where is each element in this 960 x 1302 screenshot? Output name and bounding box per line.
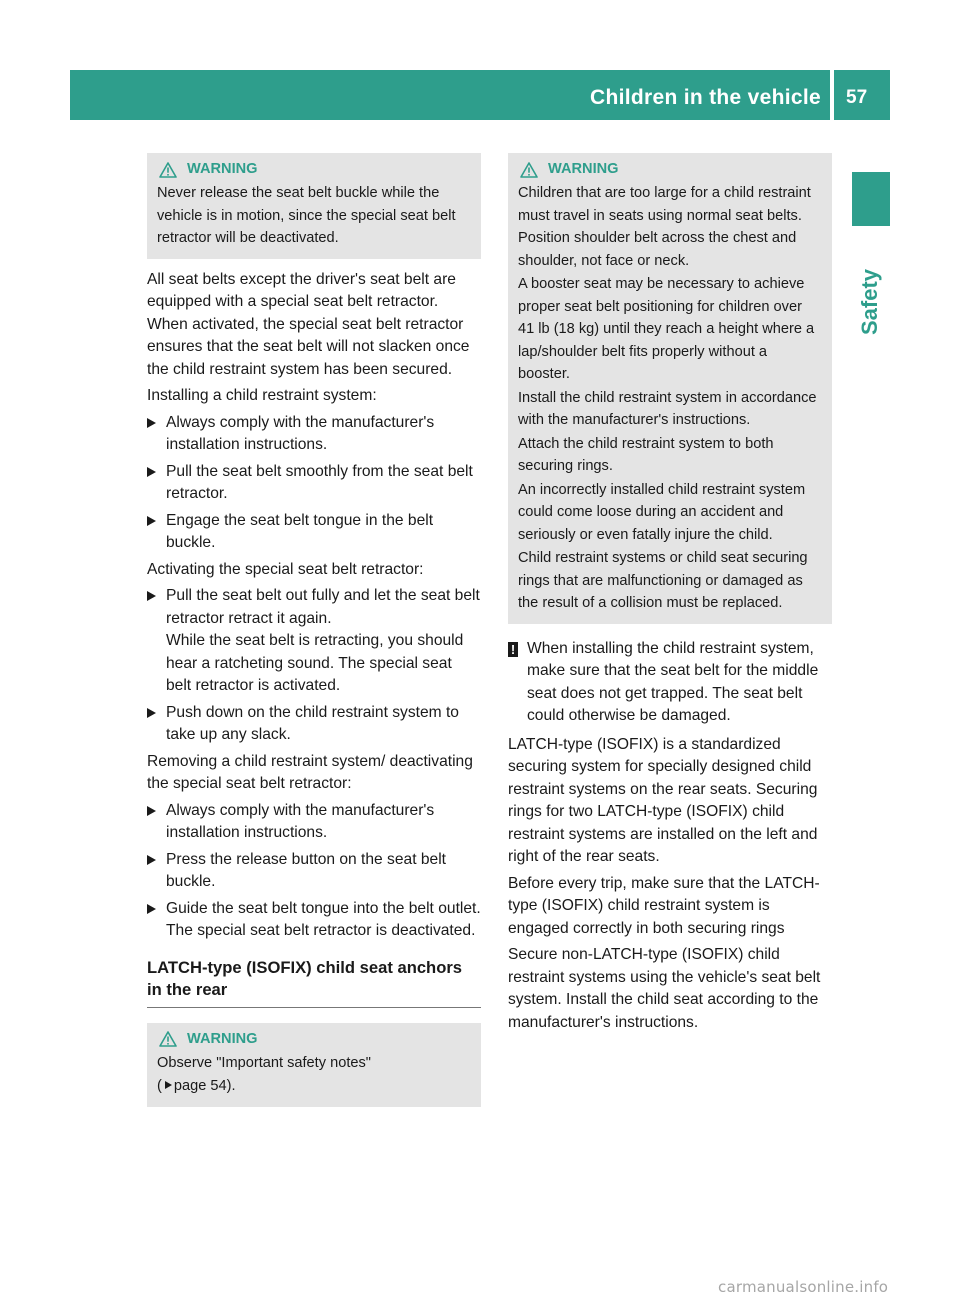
warning-triangle-icon: [520, 162, 538, 178]
warning-text: A booster seat may be necessary to achieve proper seat belt positioning for children over 41 lb (18 kg) until they reach a height where a lap/shoulder belt fits properly without a booster.: [518, 276, 815, 382]
warning-triangle-icon: [159, 1031, 177, 1047]
step-result: The special seat belt retractor is deactivated.: [166, 922, 476, 939]
paragraph: Before every trip, make sure that the LATCH-type (ISOFIX) child restraint system is engaged correctly in both securing rings: [508, 874, 820, 937]
step-result: While the seat belt is retracting, you should hear a ratcheting sound. The special seat belt retractor is activated.: [166, 632, 464, 694]
warning-text: Child restraint systems or child seat securing rings that are malfunctioning or damaged as the result of a collision must be replaced.: [518, 550, 808, 611]
warning-box: [147, 1023, 481, 1107]
left-column: [147, 153, 481, 1117]
paragraph: Removing a child restraint system/ deactivating the special seat belt retractor:: [147, 752, 473, 792]
side-tab: [840, 262, 900, 342]
right-column: [508, 153, 832, 1038]
arrow-icon: [147, 591, 156, 601]
exclamation-icon: !: [508, 642, 518, 657]
note-text: When installing the child restraint system, make sure that the seat belt for the middle seat does not get trapped. The seat belt could otherwise be damaged.: [527, 639, 819, 724]
warning-text: Never release the seat belt buckle while the vehicle is in motion, since the special seat belt retractor will be deactivated.: [157, 185, 456, 246]
watermark: carmanualsonline.info: [718, 1278, 889, 1296]
paragraph: LATCH-type (ISOFIX) is a standardized securing system for specially designed child restraint systems on the rear seats. Securing rings for two LATCH-type (ISOFIX) child restraint systems are installed on the left and right of the rear seats.: [508, 735, 818, 865]
section-heading: LATCH-type (ISOFIX) child seat anchors in the rear: [147, 957, 481, 1008]
instruction-step: Press the release button on the seat belt buckle.: [147, 849, 481, 894]
page-reference[interactable]: ( page 54).: [157, 1078, 236, 1094]
warning-title: WARNING: [187, 1030, 258, 1047]
instruction-step: Guide the seat belt tongue into the belt outlet. The special seat belt retractor is deactivated.: [147, 898, 481, 943]
side-marker: [852, 172, 890, 226]
warning-text: Observe "Important safety notes": [157, 1054, 371, 1071]
warning-text: Install the child restraint system in accordance with the manufacturer's instructions.: [518, 389, 817, 428]
warning-box: [508, 153, 832, 624]
note: [508, 638, 832, 728]
arrow-icon: [147, 904, 156, 914]
arrow-icon: [147, 806, 156, 816]
section-title: Children in the vehicle: [590, 86, 821, 109]
instruction-step: Engage the seat belt tongue in the belt buckle.: [147, 510, 481, 555]
instruction-step: Always comply with the manufacturer's installation instructions.: [147, 412, 481, 457]
paragraph: Secure non-LATCH-type (ISOFIX) child restraint systems using the vehicle's seat belt system. Install the child seat according to the manufacturer's instructions.: [508, 946, 821, 1031]
header-divider: [830, 70, 834, 120]
arrow-icon: [147, 516, 156, 526]
page-number: 57: [846, 87, 868, 108]
arrow-icon: [147, 467, 156, 477]
warning-text: Children that are too large for a child restraint must travel in seats using normal seat belts. Position shoulder belt across the chest and shoulder, not face or neck.: [518, 185, 811, 269]
triangle-right-icon: [165, 1081, 172, 1089]
arrow-icon: [147, 418, 156, 428]
warning-header: [159, 158, 471, 181]
instruction-step: Pull the seat belt smoothly from the seat belt retractor.: [147, 461, 481, 506]
warning-title: WARNING: [548, 161, 619, 178]
warning-triangle-icon: [159, 162, 177, 178]
warning-text: An incorrectly installed child restraint system could come loose during an accident and seriously or even fatally injure the child.: [518, 481, 806, 543]
warning-box: [147, 153, 481, 259]
warning-header: [159, 1028, 471, 1051]
warning-header: [520, 158, 822, 181]
instruction-step: Pull the seat belt out fully and let the seat belt retractor retract it again. While the seat belt is retracting, you should hear a ratcheting sound. The special seat belt retractor is activated.: [147, 585, 481, 698]
side-tab-label: Safety: [857, 268, 883, 336]
warning-title: WARNING: [187, 161, 258, 178]
instruction-step: Always comply with the manufacturer's installation instructions.: [147, 800, 481, 845]
instruction-step: Push down on the child restraint system to take up any slack.: [147, 702, 481, 747]
paragraph: All seat belts except the driver's seat belt are equipped with a special seat belt retractor. When activated, the special seat belt retractor ensures that the seat belt will not slacken once the child restraint system has been secured.: [147, 270, 470, 378]
arrow-icon: [147, 708, 156, 718]
paragraph: Installing a child restraint system:: [147, 387, 377, 404]
warning-text: Attach the child restraint system to both securing rings.: [518, 435, 774, 474]
arrow-icon: [147, 855, 156, 865]
paragraph: Activating the special seat belt retractor:: [147, 560, 424, 578]
